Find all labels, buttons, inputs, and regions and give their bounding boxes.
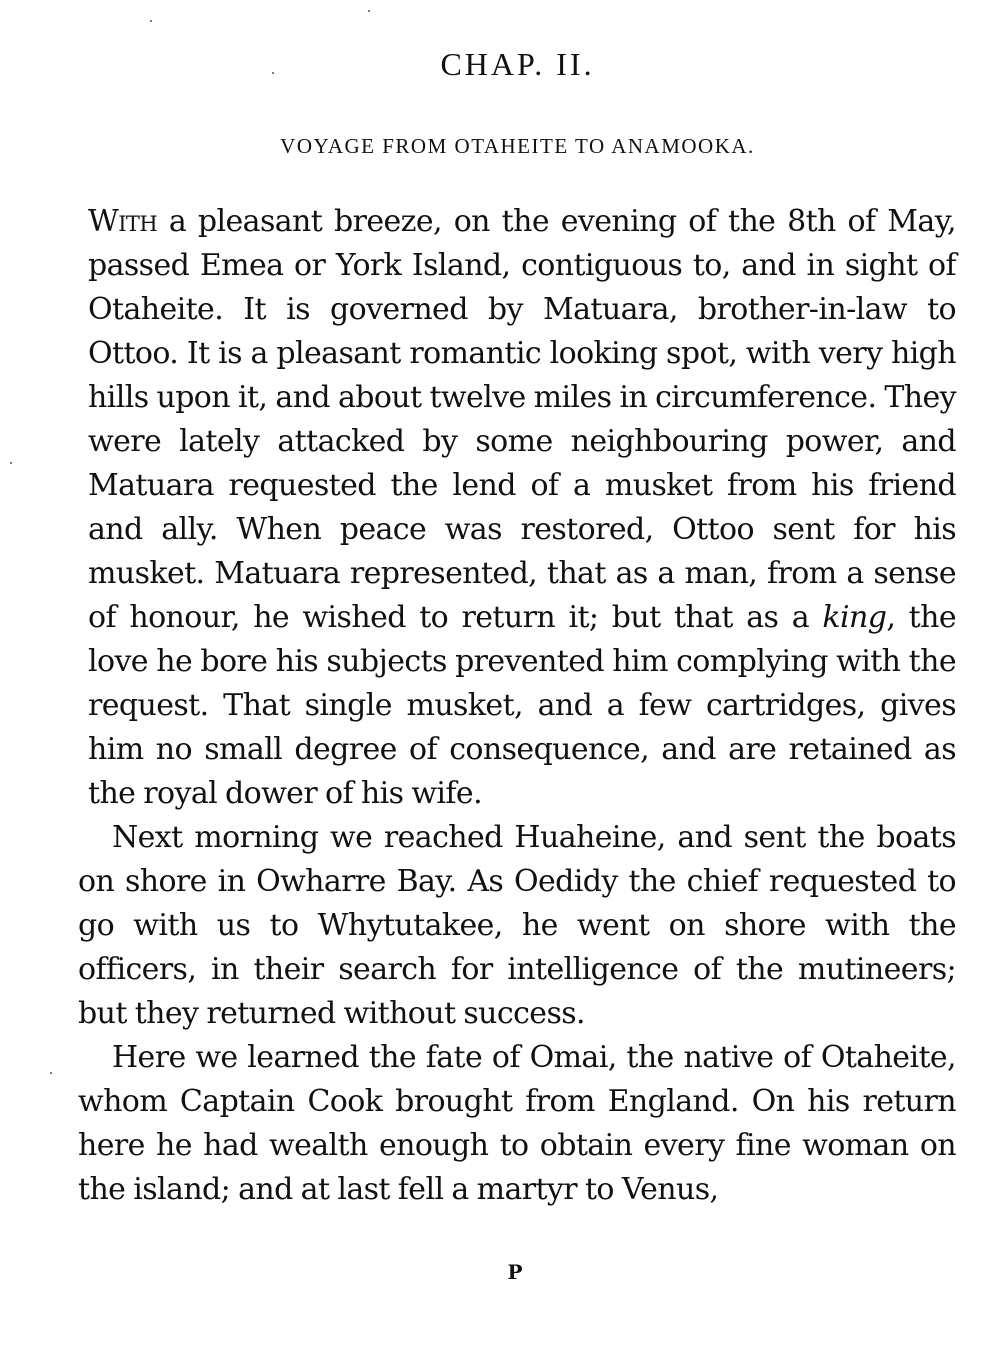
print-speck [50, 1072, 52, 1074]
italic-word: king [822, 600, 887, 635]
signature-mark: P [507, 1260, 523, 1284]
print-speck [150, 20, 152, 22]
chapter-subtitle: VOYAGE FROM OTAHEITE TO ANAMOOKA. [280, 134, 755, 158]
print-speck [10, 462, 12, 464]
paragraph-1 [78, 200, 956, 816]
chapter-title: CHAP. II. [440, 46, 595, 82]
body-text [78, 200, 956, 1212]
print-speck [368, 10, 370, 12]
paragraph-3: Here we learned the fate of Omai, the native of Otaheite, whom Captain Cook brought from England. On his return here he had wealth enough to obtain every fine woman on the island; and at last fell a martyr to Venus, [78, 1040, 956, 1207]
paragraph-1-text-after: , the love he bore his subjects prevented him complying with the request. That single musket, and a few cartridges, gives him no small degree of consequence, and are retained as the royal dower of his wife. [88, 600, 956, 811]
print-speck [272, 72, 274, 74]
paragraph-1-text: a pleasant breeze, on the evening of the 8th of May, passed Emea or York Island, contiguous to, and in sight of Otaheite. It is governed by Matuara, brother-in-law to Ottoo. It is a pleasant romantic looking spot, with very high hills upon it, and about twelve miles in circumference. They were lately attacked by some neighbouring power, and Matuara requested the lend of a musket from his friend and ally. When peace was restored, Ottoo sent for his musket. Matuara represented, that as a man, from a sense of honour, he wished to return it; but that as a [88, 204, 956, 635]
paragraph-2: Next morning we reached Huaheine, and sent the boats on shore in Owharre Bay. As Oedidy the chief requested to go with us to Whytutakee, he went on shore with the officers, in their search for intelligence of the mutineers; but they returned without success. [78, 820, 956, 1031]
lead-word: With [88, 204, 158, 239]
